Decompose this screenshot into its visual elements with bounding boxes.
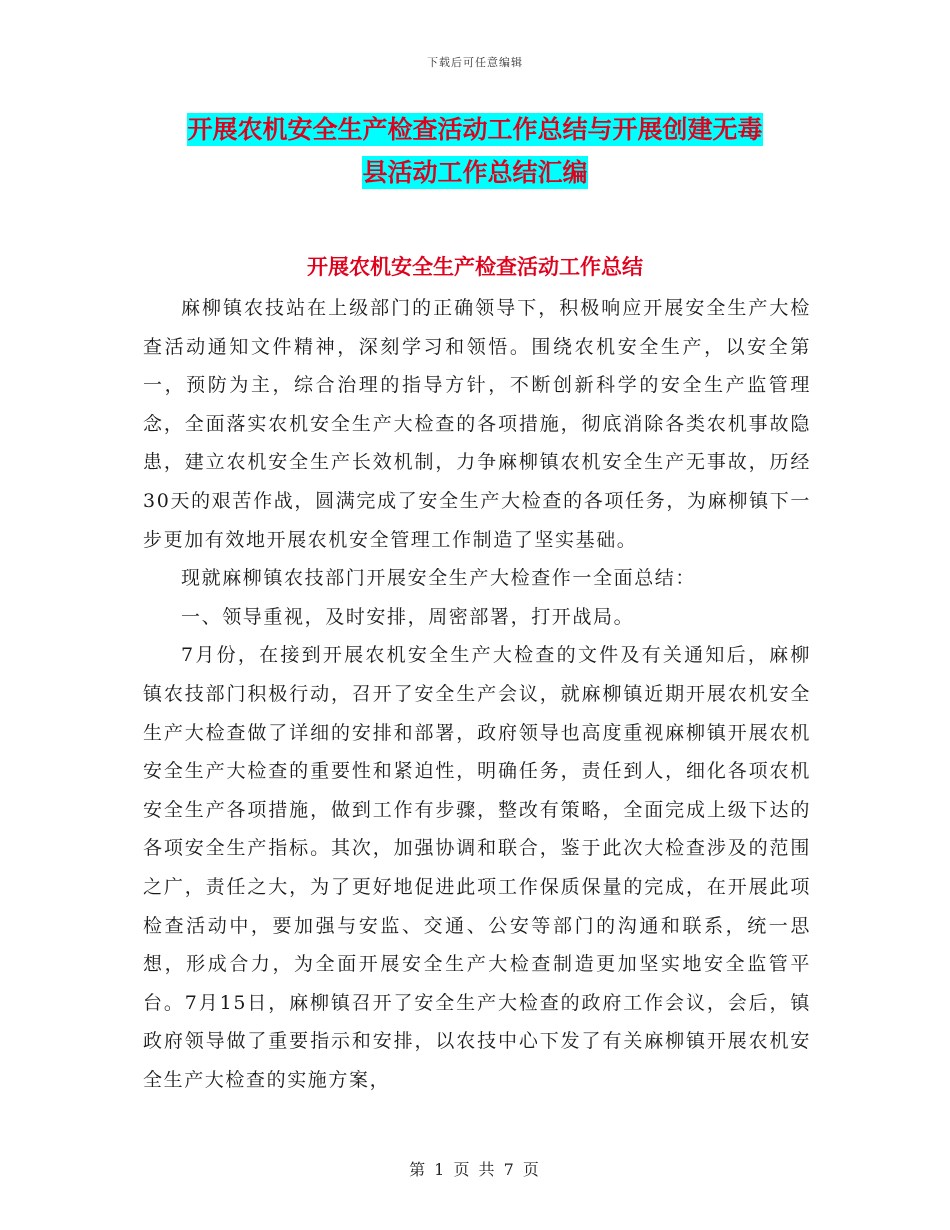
paragraph: 现就麻柳镇农技部门开展安全生产大检查作一全面总结： — [181, 567, 697, 590]
header-note: 下载后可任意编辑 — [427, 56, 523, 69]
document-title-line-2 — [0, 158, 950, 188]
paragraph: 7月份，在接到开展农机安全生产大检查的文件及有关通知后，麻柳镇农技部门积极行动，召开了安全生产会议，就麻柳镇近期开展农机安全生产大检查做了详细的安排和部署，政府领导也高度重视麻柳镇开展农机安全生产大检查的重要性和紧迫性，明确任务，责任到人，细化各项农机安全生产各项措施，做到工作有步骤，整改有策略，全面完成上级下达的各项安全生产指标。其次，加强协调和联合，鉴于此次大检查涉及的范围之广，责任之大，为了更好地促进此项工作保质保量的完成，在开展此项检查活动中，要加强与安监、交通、公安等部门的沟通和联系，统一思想，形成合力，为全面开展安全生产大检查制造更加坚实地安全监管平台。7月15日，麻柳镇召开了安全生产大检查的政府工作会议，会后，镇政府领导做了重要指示和安排，以农技中心下发了有关麻柳镇开展农机安全生产大检查的实施方案， — [143, 644, 811, 1091]
document-title-line-2-text: 县活动工作总结汇编 — [362, 158, 588, 187]
page-footer: 第 1 页 共 7 页 — [409, 1160, 541, 1179]
document-body — [143, 289, 811, 1099]
document-title-line-1 — [0, 115, 950, 145]
paragraph: 一、领导重视，及时安排，周密部署，打开战局。 — [181, 605, 635, 628]
document-title-line-1-text: 开展农机安全生产检查活动工作总结与开展创建无毒 — [187, 115, 763, 144]
section-title: 开展农机安全生产检查活动工作总结 — [307, 255, 643, 279]
paragraph: 麻柳镇农技站在上级部门的正确领导下，积极响应开展安全生产大检查活动通知文件精神，深刻学习和领悟。围绕农机安全生产，以安全第一，预防为主，综合治理的指导方针，不断创新科学的安全生产监管理念，全面落实农机安全生产大检查的各项措施，彻底消除各类农机事故隐患，建立农机安全生产长效机制，力争麻柳镇农机安全生产无事故，历经30天的艰苦作战，圆满完成了安全生产大检查的各项任务，为麻柳镇下一步更加有效地开展农机安全管理工作制造了坚实基础。 — [143, 297, 811, 551]
